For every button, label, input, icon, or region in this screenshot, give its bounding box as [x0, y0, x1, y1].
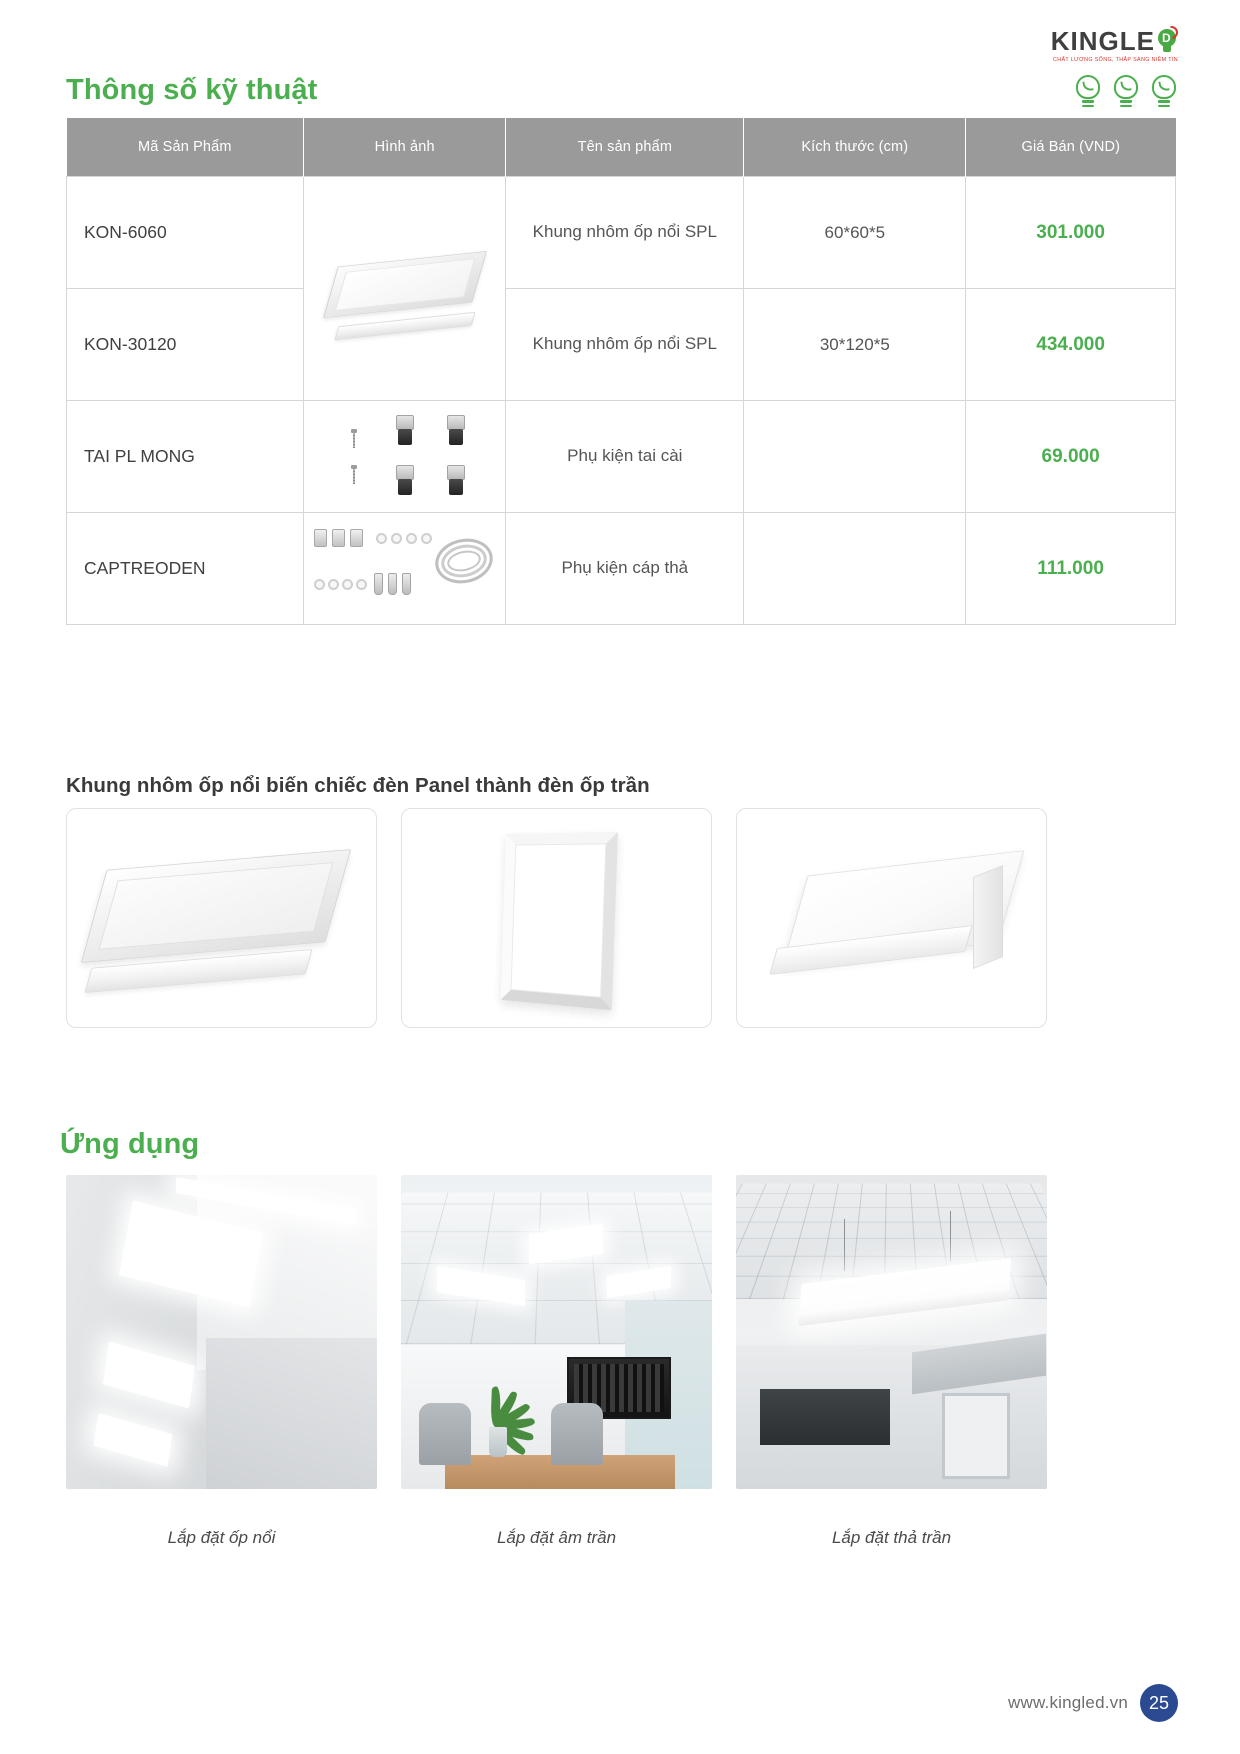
cell-code: CAPTREODEN: [67, 513, 304, 625]
kingled-logo: [1050, 22, 1178, 68]
page-title-specs: Thông số kỹ thuật: [66, 74, 318, 106]
product-card-panel-surround: [736, 808, 1047, 1028]
table-row: [67, 289, 1176, 401]
page-title-applications: Ứng dụng: [60, 1128, 200, 1160]
surface-mount-frame-with-bar-photo: [67, 809, 376, 1027]
product-card-upright-frame: [401, 808, 712, 1028]
product-image-card-row: [66, 808, 1047, 1028]
bulb-icon: [1112, 75, 1140, 109]
table-row: [67, 513, 1176, 625]
caption-suspended: Lắp đặt thả trần: [831, 1528, 952, 1547]
logo-bulb-letter: D: [1162, 30, 1171, 45]
page-number-badge: 25: [1140, 1684, 1178, 1722]
cell-size: [744, 513, 966, 625]
panel-with-surround-frame-photo: [737, 809, 1046, 1027]
cell-price: 301.000: [966, 177, 1176, 289]
application-caption-row: [66, 1528, 1047, 1548]
cable-accessory-photo: [304, 513, 505, 624]
caption-surface-mount: Lắp đặt ốp nổi: [167, 1528, 276, 1547]
cell-price: 69.000: [966, 401, 1176, 513]
cell-name: Khung nhôm ốp nổi SPL: [506, 177, 744, 289]
table-row: [67, 401, 1176, 513]
cell-size: [744, 401, 966, 513]
logo-text: KINGLE: [1050, 25, 1155, 56]
aluminium-frame-photo: [304, 177, 505, 400]
column-header-size: Kích thước (cm): [744, 118, 966, 177]
column-header-price: Giá Bán (VND): [966, 118, 1176, 177]
cell-name: Phụ kiện cáp thả: [506, 513, 744, 625]
bulb-decoration-cluster: [1074, 75, 1178, 109]
column-header-name: Tên sản phẩm: [506, 118, 744, 177]
cell-price: 111.000: [966, 513, 1176, 625]
application-photo-row: [66, 1175, 1047, 1489]
column-header-code: Mã Sản Phẩm: [67, 118, 304, 177]
cell-product-image: [304, 513, 506, 625]
cell-name: Phụ kiện tai cài: [506, 401, 744, 513]
cell-size: 60*60*5: [744, 177, 966, 289]
page-footer: [1008, 1684, 1178, 1722]
specification-table: [66, 118, 1176, 625]
cell-product-image: [304, 177, 506, 401]
upright-aluminium-frame-photo: [402, 809, 711, 1027]
caption-recessed: Lắp đặt âm trần: [496, 1528, 617, 1547]
product-card-surface-frame: [66, 808, 377, 1028]
logo-wordmark-row: [1050, 25, 1178, 56]
cell-code: TAI PL MONG: [67, 401, 304, 513]
frame-section-heading: Khung nhôm ốp nổi biến chiếc đèn Panel thành đèn ốp trần: [66, 774, 650, 797]
cell-price: 434.000: [966, 289, 1176, 401]
website-url[interactable]: www.kingled.vn: [1008, 1693, 1128, 1712]
cell-code: KON-6060: [67, 177, 304, 289]
cell-product-image: [304, 401, 506, 513]
table-header-row: [67, 118, 1176, 177]
suspended-linear-panel-photo: [736, 1175, 1047, 1489]
column-header-image: Hình ảnh: [304, 118, 506, 177]
table-row: [67, 177, 1176, 289]
bulb-icon: [1074, 75, 1102, 109]
cell-size: 30*120*5: [744, 289, 966, 401]
clip-accessory-photo: [304, 401, 505, 512]
cell-name: Khung nhôm ốp nổi SPL: [506, 289, 744, 401]
surface-mounted-ceiling-panels-photo: [66, 1175, 377, 1489]
cell-code: KON-30120: [67, 289, 304, 401]
recessed-ceiling-grid-office-photo: [401, 1175, 712, 1489]
logo-tagline: CHẤT LƯỢNG SỐNG, THẮP SÁNG NIỀM TIN: [1052, 56, 1178, 63]
bulb-icon: [1150, 75, 1178, 109]
